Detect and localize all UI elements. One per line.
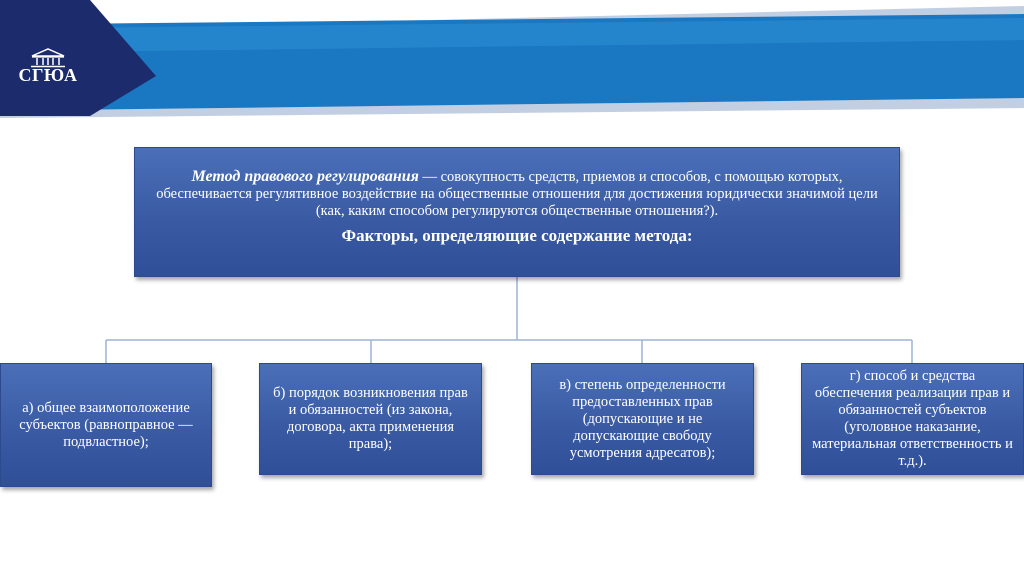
definition-box	[134, 147, 900, 277]
factor-box-b	[259, 363, 482, 475]
definition-term: Метод правового регулирования	[191, 168, 419, 185]
factor-box-a	[0, 363, 212, 487]
factor-text-b: б) порядок возникновения прав и обязанностей (из закона, договора, акта применения права);	[273, 385, 468, 452]
factor-text-a: а) общее взаимоположение субъектов (равноправное — подвластное);	[19, 399, 193, 450]
factor-box-c	[531, 363, 754, 475]
factor-box-d	[801, 363, 1024, 475]
definition-text	[153, 168, 881, 220]
factor-text-c: в) степень определенности предоставленных прав (допускающие и не допускающие свободу усмотрения адресатов);	[559, 376, 726, 461]
factor-text-d: г) способ и средства обеспечения реализации прав и обязанностей субъектов (уголовное наказание, материальная ответственность и т.д.).	[812, 368, 1013, 469]
definition-body: — совокупность средств, приемов и способов, с помощью которых, обеспечивается регулятивное воздействие на общественные отношения для достижения юридически значимой цели (как, каким способом регулируются общественные отношения?).	[156, 169, 878, 219]
factors-heading: Факторы, определяющие содержание метода:	[341, 226, 693, 245]
logo-text: СГЮА	[18, 65, 78, 85]
